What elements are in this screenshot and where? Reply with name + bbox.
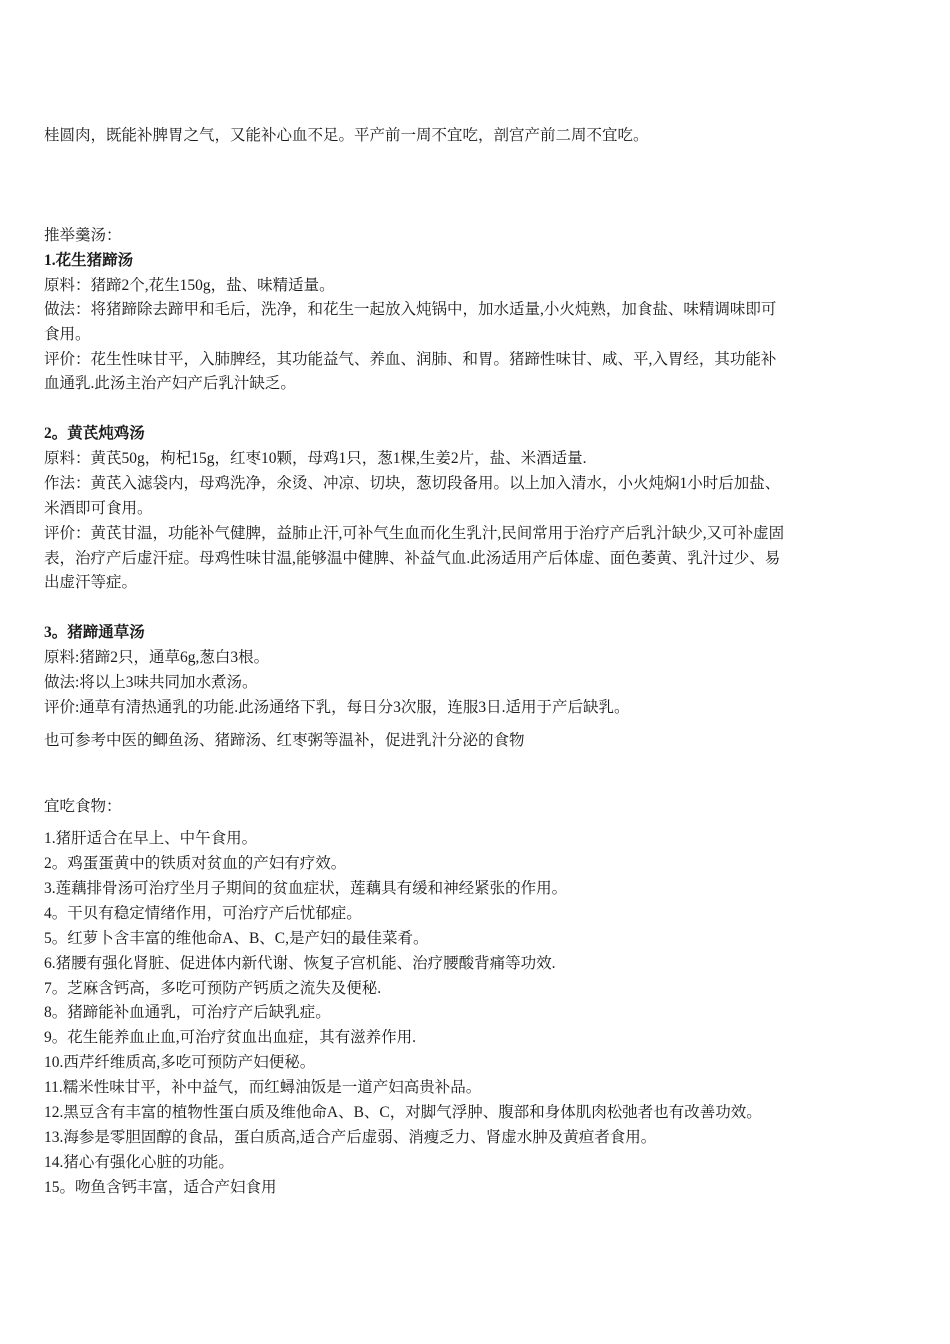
foods-heading: 宜吃食物： (44, 798, 122, 815)
food-item: 8。猪蹄能补血通乳，可治疗产后缺乳症。 (44, 1004, 331, 1021)
recipe-2-method: 作法：黄芪入滤袋内，母鸡洗净，氽烫、冲凉、切块，葱切段备用。以上加入清水，小火炖焖1小时后加盐、 (44, 475, 781, 492)
food-item: 14.猪心有强化心脏的功能。 (44, 1154, 234, 1171)
food-item: 13.海参是零胆固醇的食品，蛋白质高,适合产后虚弱、消瘦乏力、肾虚水肿及黄疸者食用。 (44, 1129, 657, 1146)
recipe-2-ingredients: 原料：黄芪50g，枸杞15g，红枣10颗，母鸡1只，葱1棵,生姜2片，盐、米酒适量. (44, 450, 587, 467)
food-item: 4。干贝有稳定情绪作用，可治疗产后忧郁症。 (44, 905, 362, 922)
recipe-2-review-end: 出虚汗等症。 (44, 574, 138, 591)
recipe-2-title: 2。黄芪炖鸡汤 (44, 425, 145, 442)
food-item: 11.糯米性味甘平，补中益气，而红蟳油饭是一道产妇高贵补品。 (44, 1079, 482, 1096)
recipe-1-review: 评价：花生性味甘平，入肺脾经，其功能益气、养血、润肺、和胃。猪蹄性味甘、咸、平,入胃经，其功能补 (44, 351, 777, 368)
food-item: 9。花生能养血止血,可治疗贫血出血症，其有滋养作用. (44, 1029, 417, 1046)
recipe-1-review-cont: 血通乳.此汤主治产妇产后乳汁缺乏。 (44, 375, 296, 392)
recipe-2-review-cont: 表，治疗产后虚汗症。母鸡性味甘温,能够温中健脾、补益气血.此汤适用产后体虚、面色萎黄、乳汁过少、易 (44, 550, 781, 567)
soups-heading: 推举羹汤： (44, 227, 122, 244)
recipe-3-ingredients: 原料:猪蹄2只，通草6g,葱白3根。 (44, 649, 270, 666)
recipe-1-title: 1.花生猪蹄汤 (44, 252, 134, 269)
food-item: 3.莲藕排骨汤可治疗坐月子期间的贫血症状，莲藕具有缓和神经紧张的作用。 (44, 880, 568, 897)
intro-paragraph: 桂圆肉，既能补脾胃之气，又能补心血不足。平产前一周不宜吃，剖宫产前二周不宜吃。 (44, 127, 649, 144)
recipe-1-method-cont: 食用。 (44, 326, 91, 343)
note-paragraph: 也可参考中医的鲫鱼汤、猪蹄汤、红枣粥等温补，促进乳汁分泌的食物 (44, 732, 525, 749)
recipe-3-method: 做法:将以上3味共同加水煮汤。 (44, 674, 258, 691)
recipe-2-method-cont: 米酒即可食用。 (44, 500, 153, 517)
food-item: 5。红萝卜含丰富的维他命A、B、C,是产妇的最佳菜肴。 (44, 930, 429, 947)
food-item: 12.黑豆含有丰富的植物性蛋白质及维他命A、B、C，对脚气浮肿、腹部和身体肌肉松弛者也有改善功效。 (44, 1104, 762, 1121)
food-item: 10.西芹纤维质高,多吃可预防产妇便秘。 (44, 1054, 316, 1071)
food-item: 6.猪腰有强化肾脏、促进体内新代谢、恢复子宫机能、治疗腰酸背痛等功效. (44, 955, 556, 972)
recipe-1-method: 做法：将猪蹄除去蹄甲和毛后，洗净，和花生一起放入炖锅中，加水适量,小火炖熟，加食盐、味精调味即可 (44, 301, 777, 318)
recipe-2-review: 评价：黄芪甘温，功能补气健脾，益肺止汗,可补气生血而化生乳汁,民间常用于治疗产后乳汁缺少,又可补虚固 (44, 525, 785, 542)
food-item: 1.猪肝适合在早上、中午食用。 (44, 830, 258, 847)
food-item: 15。吻鱼含钙丰富，适合产妇食用 (44, 1179, 277, 1196)
food-item: 7。芝麻含钙高，多吃可预防产钙质之流失及便秘. (44, 980, 382, 997)
food-item: 2。鸡蛋蛋黄中的铁质对贫血的产妇有疗效。 (44, 855, 347, 872)
recipe-1-ingredients: 原料：猪蹄2个,花生150g，盐、味精适量。 (44, 277, 335, 294)
recipe-3-title: 3。猪蹄通草汤 (44, 624, 145, 641)
recipe-3-review: 评价:通草有清热通乳的功能.此汤通络下乳，每日分3次服，连服3日.适用于产后缺乳。 (44, 699, 630, 716)
